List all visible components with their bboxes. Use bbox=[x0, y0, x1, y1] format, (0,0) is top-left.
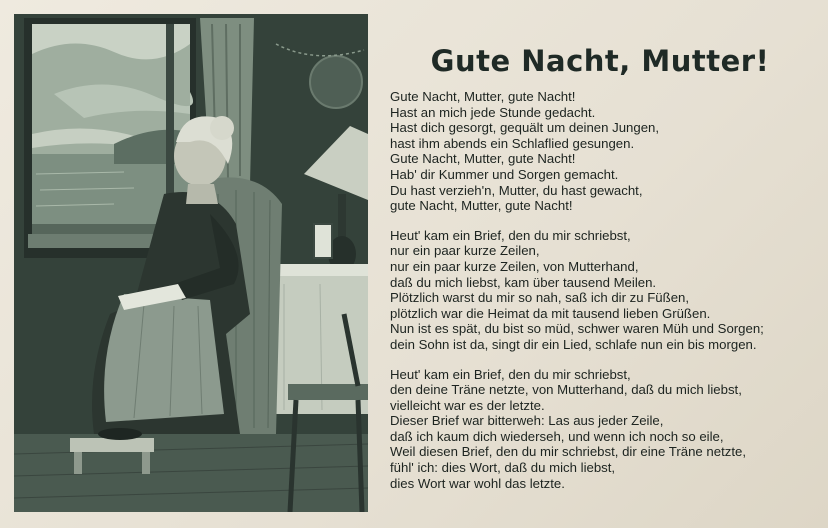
stanza-1 bbox=[390, 89, 820, 214]
poem-title: Gute Nacht, Mutter! bbox=[430, 44, 770, 78]
poem-line: hast ihm abends ein Schlaflied gesungen. bbox=[390, 135, 635, 151]
stanza-3 bbox=[390, 367, 820, 492]
poem-line: vielleicht war es der letzte. bbox=[390, 397, 545, 413]
stanza-2 bbox=[390, 228, 820, 353]
poem-line: nur ein paar kurze Zeilen, bbox=[390, 243, 540, 259]
poem-line: daß du mich liebst, kam über tausend Meilen. bbox=[390, 274, 657, 290]
poem-line: Hast dich gesorgt, gequält um deinen Jungen, bbox=[390, 120, 660, 136]
poem-line: dies Wort war wohl das letzte. bbox=[390, 475, 565, 491]
illustration-mother-by-window bbox=[14, 14, 368, 512]
poem-line: den deine Träne netzte, von Mutterhand, daß du mich liebst, bbox=[390, 382, 742, 398]
poem-line: fühl' ich: dies Wort, daß du mich liebst, bbox=[390, 460, 616, 476]
poem-line: Dieser Brief war bitterweh: Las aus jeder Zeile, bbox=[390, 413, 664, 429]
poem-line: dein Sohn ist da, singt dir ein Lied, schlafe nun ein bis morgen. bbox=[390, 336, 757, 352]
poem-text bbox=[390, 89, 820, 505]
poem-line: gute Nacht, Mutter, gute Nacht! bbox=[390, 198, 573, 214]
poem-line: Weil diesen Brief, den du mir schriebst, dir eine Träne netzte, bbox=[390, 444, 746, 460]
poem-line: nur ein paar kurze Zeilen, von Mutterhand, bbox=[390, 258, 639, 274]
poem-line: Hab' dir Kummer und Sorgen gemacht. bbox=[390, 166, 619, 182]
poem-line: Gute Nacht, Mutter, gute Nacht! bbox=[390, 151, 576, 167]
poem-line: daß ich kaum dich wiederseh, und wenn ich noch so eile, bbox=[390, 428, 724, 444]
poem-line: Heut' kam ein Brief, den du mir schriebst, bbox=[390, 366, 631, 382]
poem-line: Heut' kam ein Brief, den du mir schriebst, bbox=[390, 227, 631, 243]
poem-line: Hast an mich jede Stunde gedacht. bbox=[390, 104, 596, 120]
poem-line: plötzlich war die Heimat da mit tausend lieben Grüßen. bbox=[390, 305, 711, 321]
poem-line: Plötzlich warst du mir so nah, saß ich dir zu Füßen, bbox=[390, 290, 690, 306]
poem-line: Du hast verzieh'n, Mutter, du hast gewacht, bbox=[390, 182, 643, 198]
poem-line: Gute Nacht, Mutter, gute Nacht! bbox=[390, 89, 576, 104]
poem-line: Nun ist es spät, du bist so müd, schwer waren Müh und Sorgen; bbox=[390, 321, 764, 337]
